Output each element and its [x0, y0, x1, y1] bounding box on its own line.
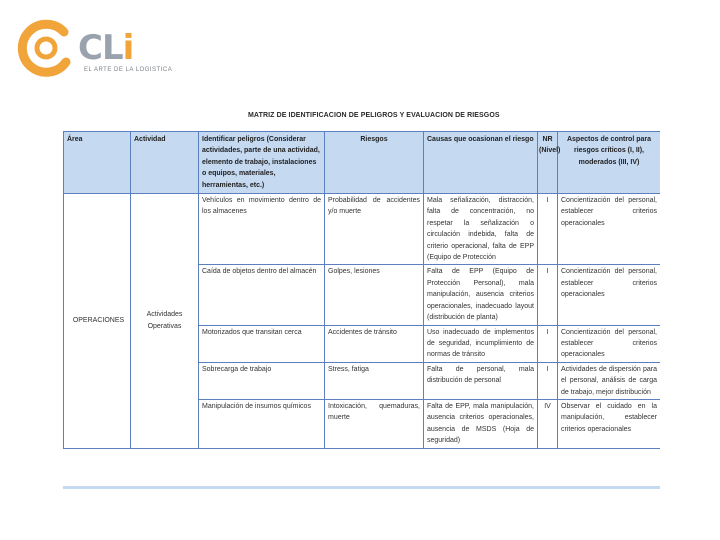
activity-cell: Actividades Operativas — [131, 194, 199, 449]
control-cell: Concientización del personal, establecer criterios operacionales — [558, 194, 661, 265]
document-title: MATRIZ DE IDENTIFICACION DE PELIGROS Y EVALUACION DE RIESGOS — [248, 112, 500, 119]
risk-cell: Stress, fatiga — [325, 362, 424, 399]
header-activity: Actividad — [131, 132, 199, 194]
company-logo — [14, 14, 184, 80]
cause-cell: Falta de EPP, mala manipulación, ausencia criterios operacionales, ausencia de MSDS (Hoja de seguridad) — [424, 399, 538, 448]
header-risks: Riesgos — [325, 132, 424, 194]
header-causes: Causas que ocasionan el riesgo — [424, 132, 538, 194]
cause-cell: Uso inadecuado de implementos de seguridad, incumplimiento de normas de tránsito — [424, 325, 538, 362]
hazard-cell: Caída de objetos dentro del almacén — [199, 265, 325, 325]
hazard-cell: Sobrecarga de trabajo — [199, 362, 325, 399]
nr-cell: I — [538, 325, 558, 362]
header-nr: NR (Nivel) — [538, 132, 558, 194]
risk-matrix-table — [63, 131, 660, 449]
nr-cell: I — [538, 265, 558, 325]
logo-tagline: EL ARTE DE LA LOGISTICA — [84, 67, 173, 73]
cause-cell: Mala señalización, distracción, falta de concentración, no respetar la señalización o circulación indebida, falta de criterio operacional, falta de EPP (Equipo de Protección — [424, 194, 538, 265]
area-cell: OPERACIONES — [64, 194, 131, 449]
cause-cell: Falta de personal, mala distribución de personal — [424, 362, 538, 399]
hazard-cell: Manipulación de insumos químicos — [199, 399, 325, 448]
logo-ring-icon — [16, 18, 76, 78]
header-area: Área — [64, 132, 131, 194]
table-header-row — [64, 132, 661, 194]
header-hazards: Identificar peligros (Considerar actividades, parte de una actividad, elemento de trabajo, instalaciones o equipos, materiales, herramientas, etc.) — [199, 132, 325, 194]
hazard-cell: Vehículos en movimiento dentro de los almacenes — [199, 194, 325, 265]
logo-wordmark — [78, 28, 133, 68]
table-bottom-rule — [63, 486, 660, 489]
risk-cell: Probabilidad de accidentes y/o muerte — [325, 194, 424, 265]
logo-word-main: CL — [78, 28, 123, 68]
control-cell: Concientización del personal, establecer criterios operacionales — [558, 265, 661, 325]
nr-cell: I — [538, 362, 558, 399]
risk-matrix-table-container — [63, 131, 660, 486]
risk-cell: Golpes, lesiones — [325, 265, 424, 325]
hazard-cell: Motorizados que transitan cerca — [199, 325, 325, 362]
control-cell: Observar el cuidado en la manipulación, establecer criterios operacionales — [558, 399, 661, 448]
control-cell: Concientización del personal, establecer criterios operacionales — [558, 325, 661, 362]
nr-cell: IV — [538, 399, 558, 448]
logo-word-accent: i — [122, 28, 134, 68]
table-row — [64, 194, 661, 265]
nr-cell: I — [538, 194, 558, 265]
header-controls: Aspectos de control para riesgos críticos (I, II), moderados (III, IV) — [558, 132, 661, 194]
control-cell: Actividades de dispersión para el personal, análisis de carga de trabajo, mejor distribución — [558, 362, 661, 399]
risk-cell: Intoxicación, quemaduras, muerte — [325, 399, 424, 448]
cause-cell: Falta de EPP (Equipo de Protección Personal), mala manipulación, ausencia criterios operacionales, inadecuado layout (distribución de planta) — [424, 265, 538, 325]
risk-cell: Accidentes de tránsito — [325, 325, 424, 362]
